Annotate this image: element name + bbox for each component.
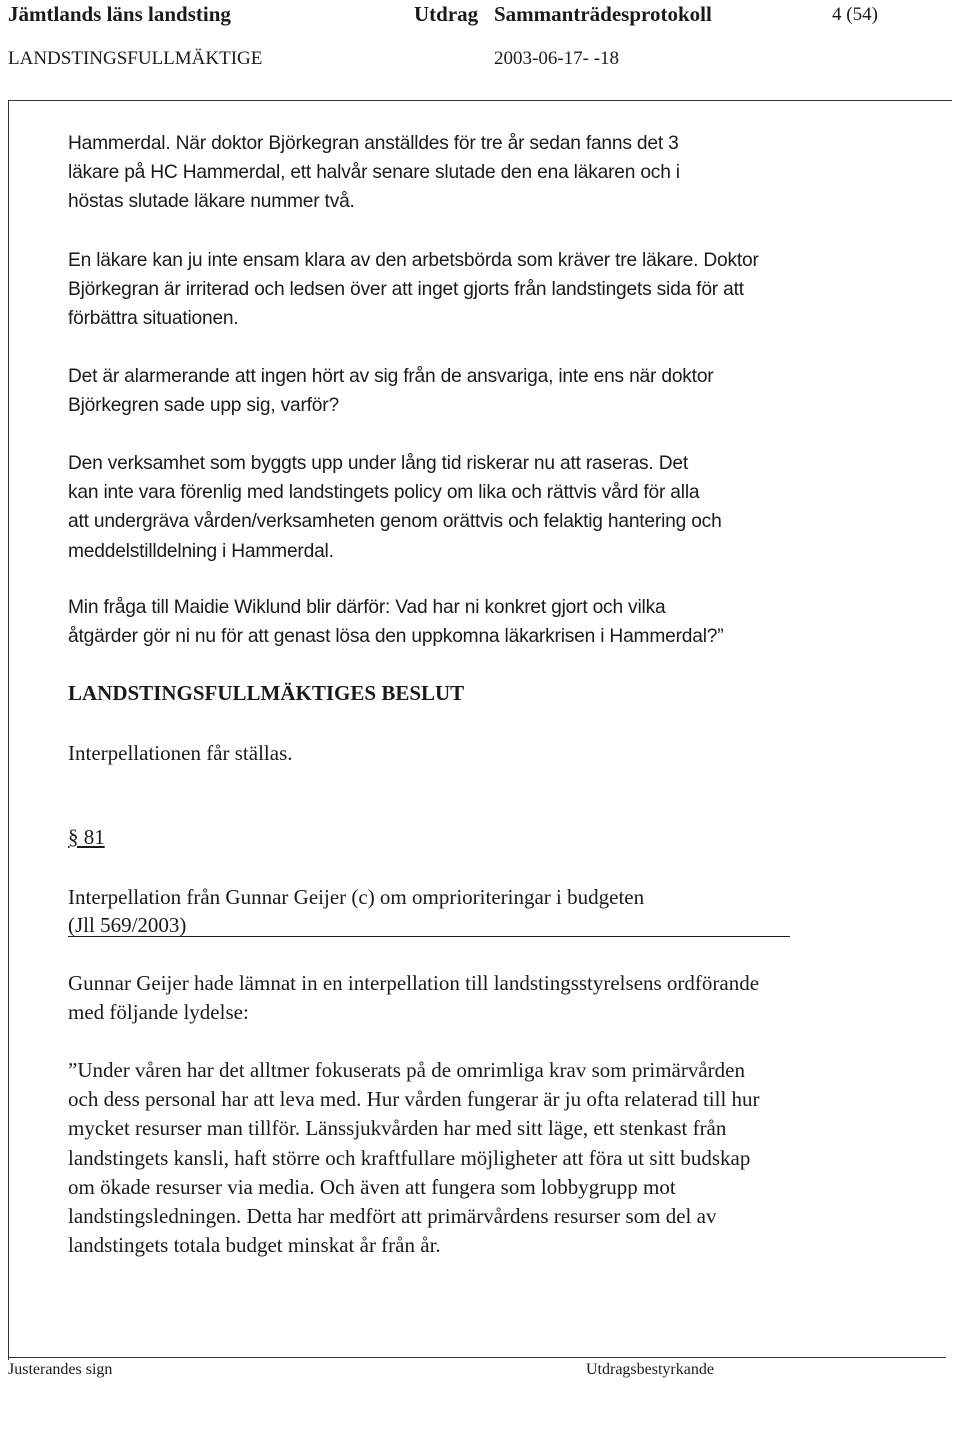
- header-rule: [8, 100, 952, 101]
- paragraph-3: Det är alarmerande att ingen hört av sig från de ansvariga, inte ens när doktor Björkegren sade upp sig, varför?: [68, 366, 714, 417]
- page-number: 4 (54): [832, 4, 878, 25]
- section-number: § 81: [68, 825, 105, 849]
- document-type: Sammanträdesprotokoll: [494, 2, 712, 26]
- certification-label: Utdragsbestyrkande: [586, 1361, 714, 1378]
- section-intro: Gunnar Geijer hade lämnat in en interpellation till landstingsstyrelsens ordförande med följande lydelse:: [68, 971, 760, 1025]
- paragraph-4: Den verksamhet som byggts upp under lång tid riskerar nu att raseras. Det kan inte vara förenlig med landstingets policy om lika och rättvis vård för alla att undergräva vården/verksamheten genom orättvis och felaktig hantering och meddelstilldelning i Hammerdal.: [68, 453, 722, 562]
- paragraph-1: Hammerdal. När doktor Björkegran anställdes för tre år sedan fanns det 3 läkare på HC Hammerdal, ett halvår senare slutade den ena läkaren och i höstas slutade läkare nummer två.: [68, 133, 680, 213]
- paragraph-2: En läkare kan ju inte ensam klara av den arbetsbörda som kräver tre läkare. Doktor Björkegran är irriterad och ledsen över att inget gjorts från landstingets sida för att förbättra situationen.: [68, 250, 759, 330]
- page-header: [0, 0, 960, 105]
- decision-text: Interpellationen får ställas.: [68, 741, 293, 765]
- interpellation-quote: ”Under våren har det alltmer fokuserats på de omrimliga krav som primärvården och dess personal har att leva med. Hur vården fungerar är ju ofta relaterad till hur mycket resurser man tillför. Länssjukvården har med sitt läge, ett stenkast från landstingets kansli, haft större och kraftfullare möjligheter att föra ut sitt budskap om ökade resurser via media. Och även att fungera som lobbygrupp mot landstingsledningen. Detta har medfört att primärvårdens resurser som del av landstingets totala budget minskat år från år.: [68, 1058, 760, 1258]
- section-reference: (Jll 569/2003): [68, 913, 187, 937]
- left-margin-rule: [8, 100, 9, 1360]
- decision-heading: LANDSTINGSFULLMÄKTIGES BESLUT: [68, 681, 465, 705]
- signature-label: Justerandes sign: [8, 1361, 113, 1378]
- assembly-name: LANDSTINGSFULLMÄKTIGE: [8, 48, 263, 69]
- footer-rule: [8, 1357, 946, 1358]
- section-title: Interpellation från Gunnar Geijer (c) om omprioriteringar i budgeten: [68, 885, 645, 909]
- extract-label: Utdrag: [414, 2, 479, 26]
- reference-underline: [68, 936, 790, 937]
- paragraph-5: Min fråga till Maidie Wiklund blir därför: Vad har ni konkret gjort och vilka åtgärder gör ni nu för att genast lösa den uppkomna läkarkrisen i Hammerdal?”: [68, 597, 724, 648]
- meeting-date: 2003-06-17- -18: [494, 48, 620, 69]
- organization-name: Jämtlands läns landsting: [8, 2, 231, 26]
